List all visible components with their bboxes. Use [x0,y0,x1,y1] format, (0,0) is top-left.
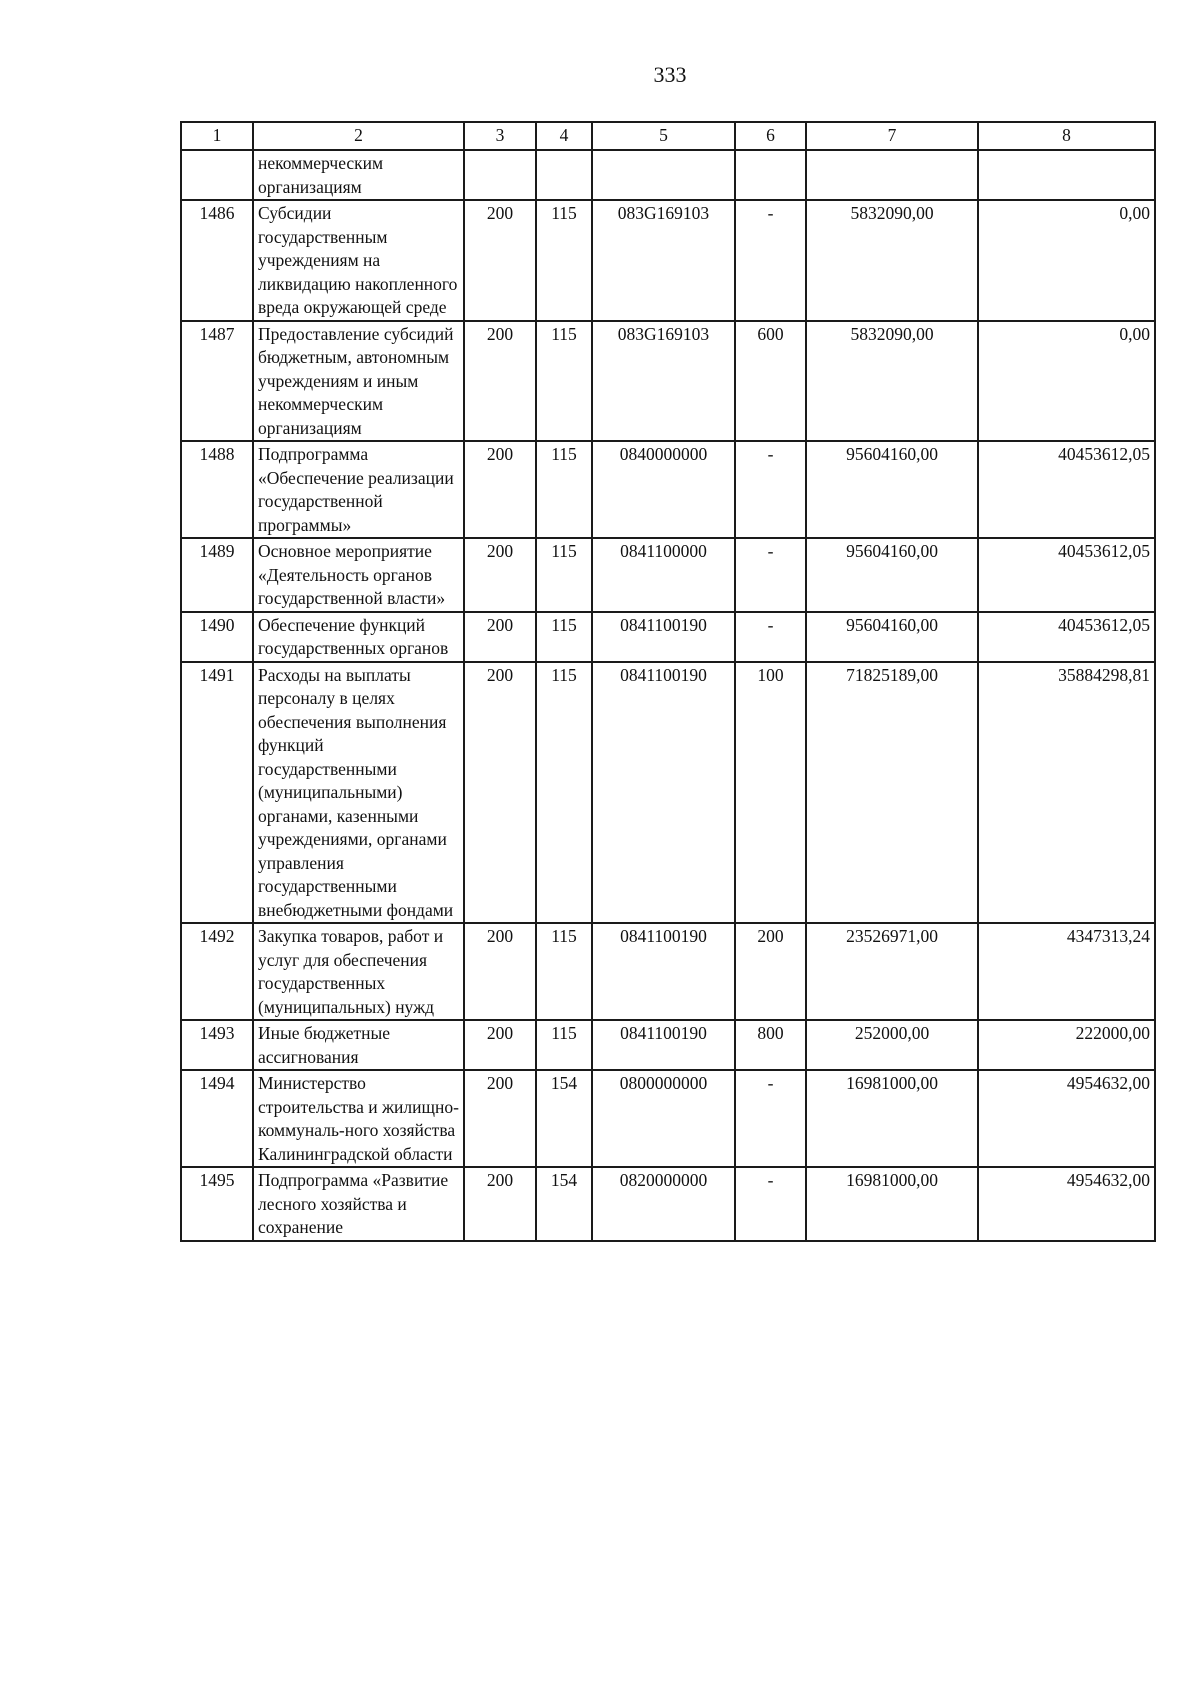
table-row [181,150,1155,200]
row-number: 1490 [181,612,253,662]
row-csr: 0800000000 [592,1070,735,1167]
row-rz: 115 [536,923,592,1020]
row-amount-fact: 40453612,05 [978,612,1155,662]
row-rz: 115 [536,1020,592,1070]
page-number: 333 [653,62,687,87]
row-amount-fact: 222000,00 [978,1020,1155,1070]
row-amount-fact: 35884298,81 [978,662,1155,924]
row-amount-plan: 71825189,00 [806,662,978,924]
row-name: Подпрограмма «Развитие лесного хозяйства и сохранение [253,1167,464,1241]
row-ved: 200 [464,1070,536,1167]
table-row [181,1020,1155,1070]
row-name: некоммерческим организациям [253,150,464,200]
table-row [181,441,1155,538]
row-number [181,150,253,200]
row-csr: 0841100190 [592,923,735,1020]
row-amount-fact: 4954632,00 [978,1167,1155,1241]
column-header: 3 [464,122,536,150]
row-vr: - [735,200,806,321]
row-number: 1486 [181,200,253,321]
row-ved [464,150,536,200]
row-ved: 200 [464,441,536,538]
row-rz: 115 [536,441,592,538]
row-amount-fact: 40453612,05 [978,538,1155,612]
row-name: Предоставление субсидий бюджетным, автономным учреждениям и иным некоммерческим организациям [253,321,464,442]
column-header: 6 [735,122,806,150]
row-csr [592,150,735,200]
row-vr: - [735,538,806,612]
row-vr: 600 [735,321,806,442]
row-number: 1489 [181,538,253,612]
table-row [181,200,1155,321]
row-amount-fact [978,150,1155,200]
row-ved: 200 [464,1020,536,1070]
row-amount-fact: 4954632,00 [978,1070,1155,1167]
column-header: 4 [536,122,592,150]
column-header: 1 [181,122,253,150]
row-amount-fact: 4347313,24 [978,923,1155,1020]
row-csr: 0841100190 [592,1020,735,1070]
table-row [181,1167,1155,1241]
row-vr: - [735,1167,806,1241]
row-vr: - [735,441,806,538]
row-ved: 200 [464,321,536,442]
row-ved: 200 [464,200,536,321]
row-csr: 0840000000 [592,441,735,538]
row-number: 1495 [181,1167,253,1241]
row-csr: 0841100000 [592,538,735,612]
row-amount-plan [806,150,978,200]
row-ved: 200 [464,538,536,612]
row-csr: 0820000000 [592,1167,735,1241]
row-amount-fact: 0,00 [978,200,1155,321]
row-csr: 0841100190 [592,662,735,924]
row-amount-fact: 40453612,05 [978,441,1155,538]
row-vr [735,150,806,200]
row-csr: 083G169103 [592,321,735,442]
budget-table [180,121,1156,1242]
row-number: 1492 [181,923,253,1020]
row-rz: 115 [536,200,592,321]
column-header: 5 [592,122,735,150]
row-ved: 200 [464,923,536,1020]
row-rz: 154 [536,1070,592,1167]
row-ved: 200 [464,612,536,662]
table-row [181,662,1155,924]
table-row [181,1070,1155,1167]
row-vr: - [735,612,806,662]
table-row [181,538,1155,612]
row-name: Обеспечение функций государственных органов [253,612,464,662]
row-number: 1487 [181,321,253,442]
row-csr: 0841100190 [592,612,735,662]
table-row [181,321,1155,442]
row-name: Закупка товаров, работ и услуг для обеспечения государственных (муниципальных) нужд [253,923,464,1020]
row-name: Субсидии государственным учреждениям на ликвидацию накопленного вреда окружающей среде [253,200,464,321]
row-amount-plan: 16981000,00 [806,1070,978,1167]
row-name: Подпрограмма «Обеспечение реализации государственной программы» [253,441,464,538]
row-ved: 200 [464,662,536,924]
row-amount-plan: 5832090,00 [806,321,978,442]
row-amount-plan: 23526971,00 [806,923,978,1020]
row-amount-plan: 252000,00 [806,1020,978,1070]
row-number: 1493 [181,1020,253,1070]
row-amount-fact: 0,00 [978,321,1155,442]
table-row [181,612,1155,662]
row-rz [536,150,592,200]
row-amount-plan: 16981000,00 [806,1167,978,1241]
row-name: Министерство строительства и жилищно-коммуналь-ного хозяйства Калининградской области [253,1070,464,1167]
row-number: 1491 [181,662,253,924]
row-rz: 115 [536,612,592,662]
row-rz: 115 [536,538,592,612]
row-vr: 100 [735,662,806,924]
row-number: 1494 [181,1070,253,1167]
column-header: 2 [253,122,464,150]
header-row [181,122,1155,150]
row-name: Расходы на выплаты персоналу в целях обеспечения выполнения функций государственными (муниципальными) органами, казенными учреждениями, органами управления государственными внебюджетными фондами [253,662,464,924]
row-number: 1488 [181,441,253,538]
row-name: Основное мероприятие «Деятельность органов государственной власти» [253,538,464,612]
row-rz: 154 [536,1167,592,1241]
column-header: 7 [806,122,978,150]
row-rz: 115 [536,662,592,924]
table-row [181,923,1155,1020]
row-amount-plan: 5832090,00 [806,200,978,321]
row-amount-plan: 95604160,00 [806,612,978,662]
row-name: Иные бюджетные ассигнования [253,1020,464,1070]
row-amount-plan: 95604160,00 [806,441,978,538]
row-csr: 083G169103 [592,200,735,321]
row-vr: 200 [735,923,806,1020]
row-vr: - [735,1070,806,1167]
row-rz: 115 [536,321,592,442]
row-ved: 200 [464,1167,536,1241]
column-header: 8 [978,122,1155,150]
row-vr: 800 [735,1020,806,1070]
row-amount-plan: 95604160,00 [806,538,978,612]
